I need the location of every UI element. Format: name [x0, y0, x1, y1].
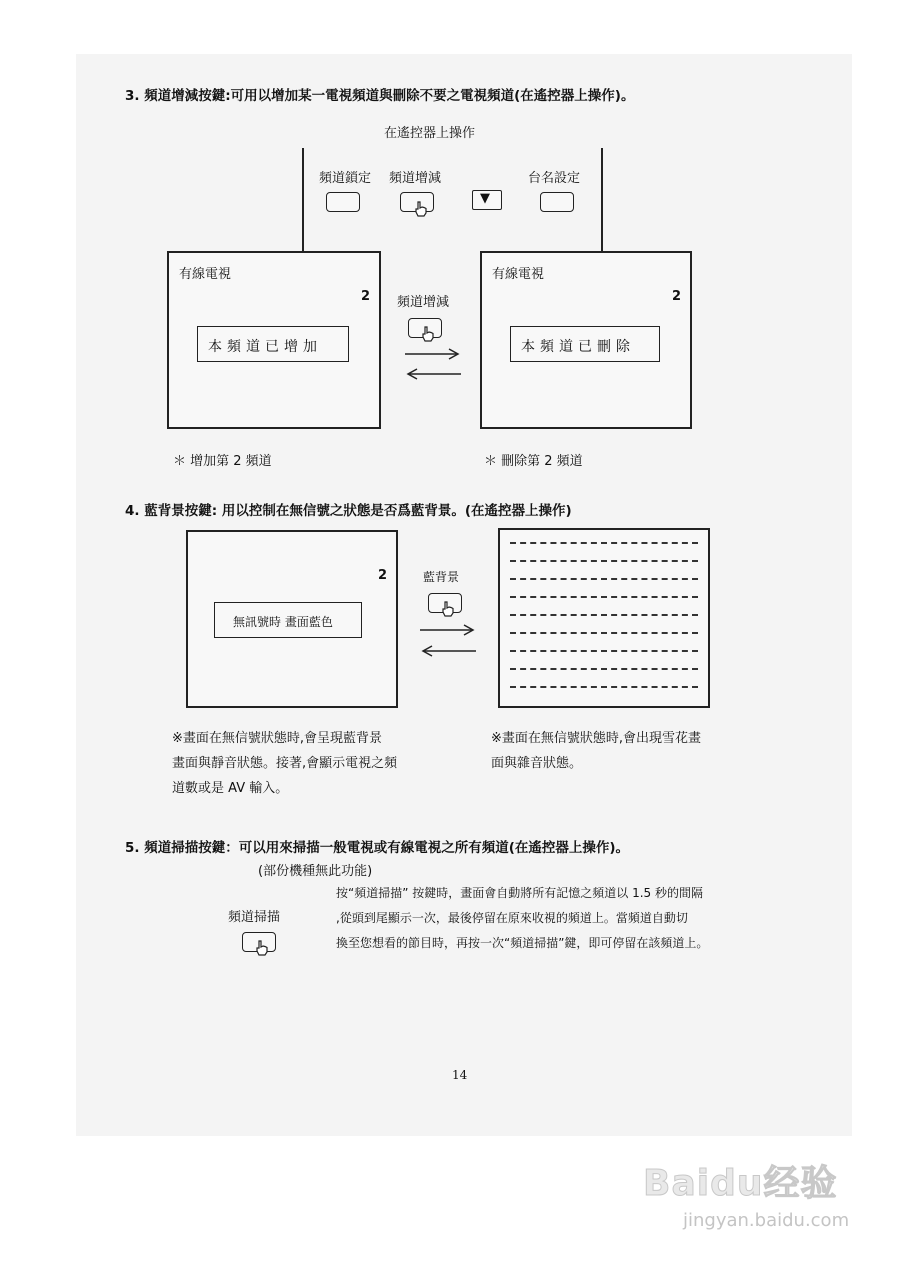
hand-pointer-icon: [255, 940, 269, 956]
snow-line: [510, 668, 698, 670]
section-5-heading: 5. 頻道掃描按鍵：可以用來掃描一般電視或有線電視之所有頻道(在遙控器上操作)。: [125, 840, 630, 856]
tv-screen-left: [167, 251, 381, 429]
no-signal-blue-message: 無訊號時 畫面藍色: [233, 615, 333, 629]
down-triangle-icon: ▼: [480, 191, 490, 206]
channel-number: 2: [361, 289, 371, 304]
channel-number: 2: [672, 289, 682, 304]
hand-pointer-icon: [414, 201, 428, 217]
screen-title: 有線電視: [492, 267, 545, 282]
snow-line: [510, 686, 698, 688]
hand-pointer-icon: [421, 326, 435, 342]
tv-screen-blue-background: [186, 530, 398, 708]
watermark-url: jingyan.baidu.com: [683, 1210, 850, 1231]
snow-line: [510, 560, 698, 562]
channel-number: 2: [378, 568, 388, 583]
remote-left-line: [302, 148, 304, 252]
channel-lock-label: 頻道鎖定: [319, 171, 372, 186]
hand-pointer-icon: [441, 601, 455, 617]
add-channel-caption: ＊ 增加第 2 頻道: [173, 454, 272, 469]
name-setting-button[interactable]: [540, 192, 574, 212]
channel-scan-label: 頻道掃描: [228, 910, 281, 925]
section-4-heading: 4. 藍背景按鍵: 用以控制在無信號之狀態是否爲藍背景。(在遙控器上操作): [125, 503, 572, 519]
middle-addremove-button[interactable]: [408, 318, 442, 338]
channel-scan-button[interactable]: [242, 932, 276, 952]
snow-note-line-1: ※畫面在無信號狀態時,會出現雪花畫: [491, 731, 702, 746]
name-setting-label: 台名設定: [528, 171, 581, 186]
channel-addremove-button[interactable]: [400, 192, 434, 212]
channel-added-message: 本頻道已增加: [208, 339, 322, 355]
blue-background-button[interactable]: [428, 593, 462, 613]
snow-line: [510, 614, 698, 616]
channel-lock-button[interactable]: [326, 192, 360, 212]
arrows-icon: [418, 621, 478, 661]
snow-line: [510, 542, 698, 544]
snow-note-line-2: 面與雜音狀態。: [491, 756, 583, 771]
tv-screen-snow: [498, 528, 710, 708]
baidu-jingyan-watermark-logo: Baidu经验: [643, 1163, 838, 1204]
section-3-heading: 3. 頻道增減按鍵:可用以增加某一電視頻道與刪除不要之電視頻道(在遙控器上操作)。: [125, 88, 635, 104]
section-5-subheading: (部份機種無此功能): [258, 864, 373, 879]
blue-note-line-3: 道數或是 AV 輸入。: [172, 781, 289, 796]
arrows-icon: [403, 345, 463, 385]
channel-removed-message: 本頻道已刪除: [521, 339, 635, 355]
scan-description-line-2: ,從頭到尾顯示一次，最後停留在原來收視的頻道上。當頻道自動切: [336, 911, 688, 925]
channel-addremove-label: 頻道增減: [389, 171, 442, 186]
snow-line: [510, 650, 698, 652]
snow-line: [510, 632, 698, 634]
blue-note-line-2: 畫面與靜音狀態。接著,會顯示電視之頻: [172, 756, 398, 771]
snow-line: [510, 578, 698, 580]
screen-title: 有線電視: [179, 267, 232, 282]
blue-background-label: 藍背景: [423, 570, 460, 584]
remote-operation-label: 在遙控器上操作: [384, 126, 476, 141]
blue-note-line-1: ※畫面在無信號狀態時,會呈現藍背景: [172, 731, 383, 746]
remove-channel-caption: ＊ 刪除第 2 頻道: [484, 454, 583, 469]
tv-screen-right: [480, 251, 692, 429]
page-number: 14: [452, 1068, 468, 1082]
message-box: [214, 602, 362, 638]
channel-down-button[interactable]: [472, 190, 502, 210]
scan-description-line-1: 按“頻道掃描” 按鍵時，畫面會自動將所有記憶之頻道以 1.5 秒的間隔: [336, 886, 703, 900]
message-box: [197, 326, 349, 362]
snow-line: [510, 596, 698, 598]
middle-addremove-label: 頻道增減: [397, 295, 450, 310]
message-box: [510, 326, 660, 362]
scan-description-line-3: 換至您想看的節目時，再按一次“頻道掃描”鍵，即可停留在該頻道上。: [336, 936, 709, 950]
remote-right-line: [601, 148, 603, 252]
